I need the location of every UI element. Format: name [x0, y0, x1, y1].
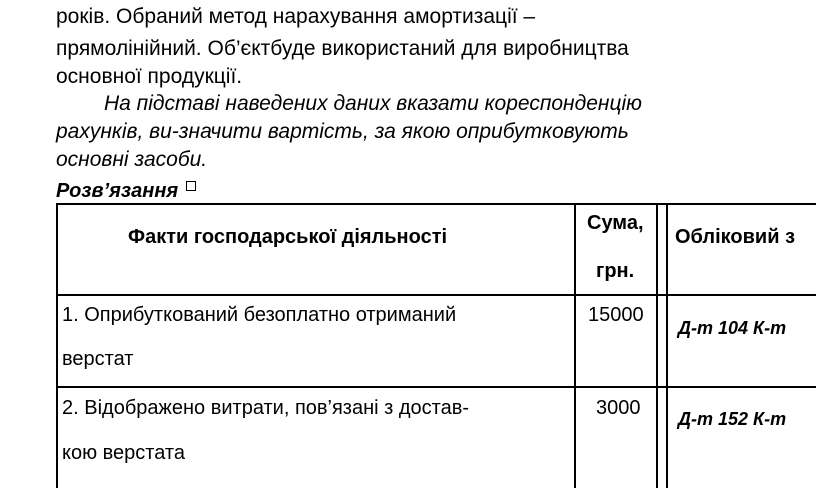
row1-entry: Д-т 104 К-т: [678, 318, 787, 338]
intro-line-3: основної продукції.: [56, 65, 243, 88]
intro-line-2: прямолінійний. Об’єктбуде використаний для виробництва: [56, 37, 629, 60]
row2-fact-line1: 2. Відображено витрати, пов’язані з достав-: [62, 397, 470, 419]
table-border-left: [56, 203, 58, 488]
header-facts: Факти господарської діяльності: [128, 226, 448, 248]
table-border-top: [56, 203, 816, 205]
row2-fact-line2: кою верстата: [62, 442, 185, 464]
intro-line-1: років. Обраний метод нарахування амортизації –: [56, 5, 536, 28]
task-line-3: основні засоби.: [56, 148, 208, 171]
row1-fact-line1: 1. Оприбуткований безоплатно отриманий: [62, 304, 457, 326]
header-account: Обліковий з: [675, 226, 796, 248]
row1-sum: 15000: [588, 304, 644, 326]
square-bullet-icon: [186, 181, 196, 191]
task-line-1: На підставі наведених даних вказати кореспонденцію: [104, 92, 642, 115]
table-border-row2: [56, 386, 816, 388]
row1-fact-line2: верстат: [62, 348, 134, 370]
table-border-col3: [666, 203, 668, 488]
row2-entry: Д-т 152 К-т: [678, 409, 787, 429]
solution-heading-text: Розв’язання: [56, 180, 179, 202]
row2-sum: 3000: [596, 397, 641, 419]
task-line-2: рахунків, ви-значити вартість, за якою оприбутковують: [56, 120, 629, 143]
header-sum-line2: грн.: [596, 260, 635, 282]
header-sum-line1: Сума,: [587, 212, 644, 234]
table-border-col2: [656, 203, 658, 488]
solution-heading: [56, 180, 196, 203]
table-border-col1: [574, 203, 576, 488]
